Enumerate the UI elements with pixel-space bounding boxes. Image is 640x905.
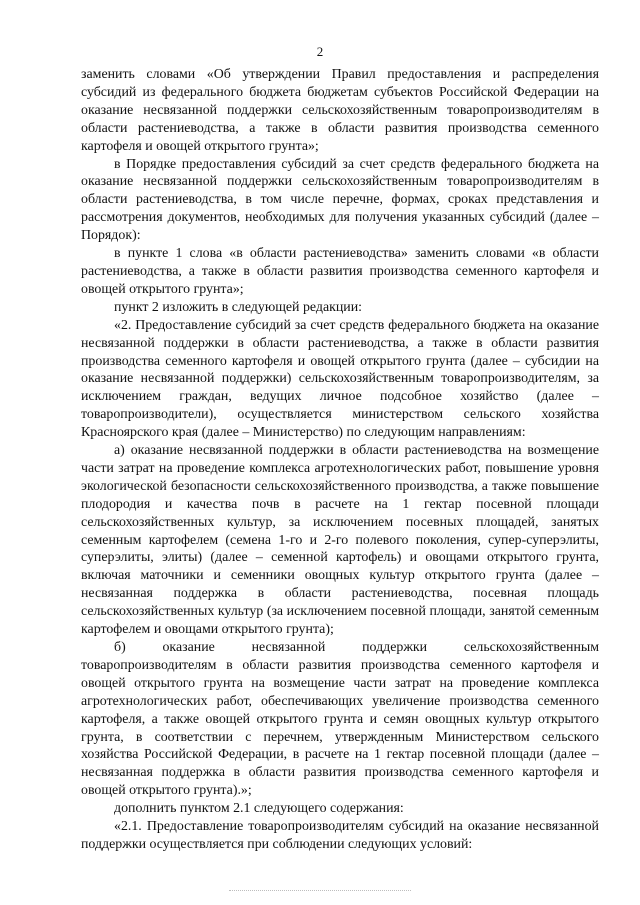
paragraph-subpoint-a: а) оказание несвязанной поддержки в области растениеводства на возмещение части затрат на проведение комплекса агротехнологических работ, повышение уровня экологической безопасности сельскохозяйственного производства, а также повышение плодородия и качества почв в расчете на 1 гектар посевной площади сельскохозяйственных культур, за исключением посевных площадей, занятых семенным картофелем (семена 1-го и 2-го полевого поколения, супер-суперэлиты, суперэлиты, элиты) (далее – семенной картофель) и овощами открытого грунта, включая маточники и семенники овощных культур открытого грунта (далее – несвязанная поддержка в области растениеводства, посевная площадь сельскохозяйственных культур (за исключением посевной площади, занятой семенным картофелем и овощами открытого грунта); bbox=[81, 443, 599, 638]
footer-divider bbox=[229, 890, 411, 891]
paragraph-replace-title: заменить словами «Об утверждении Правил предоставления и распределения субсидий из федерального бюджета бюджетам субъектов Российской Федерации на оказание несвязанной поддержки сельскохозяйственным товаропроизводителям в области растениеводства, а также в области развития производства семенного картофеля и овощей открытого грунта»; bbox=[81, 67, 599, 154]
paragraph-subpoint-b: б) оказание несвязанной поддержки сельскохозяйственным товаропроизводителям в области развития производства семенного картофеля и овощей открытого грунта на возмещение части затрат на проведение комплекса агротехнологических работ, обеспечивающих увеличение производства семенного картофеля, а также овощей открытого грунта и семян овощных культур открытого грунта, в соответствии с перечнем, утвержденным Министерством сельского хозяйства Российской Федерации, в расчете на 1 гектар посевной площади (далее – несвязанная поддержка в области развития производства семенного картофеля и овощей открытого грунта).»; bbox=[81, 640, 599, 799]
page-number: 2 bbox=[316, 44, 324, 59]
document-body bbox=[81, 66, 599, 854]
paragraph-point-1-amendment: в пункте 1 слова «в области растениеводства» заменить словами «в области растениеводства, а также в области развития производства семенного картофеля и овощей открытого грунта»; bbox=[81, 246, 599, 297]
paragraph-point-2-text: «2. Предоставление субсидий за счет средств федерального бюджета на оказание несвязанной поддержки в области растениеводства, а также в области развития производства семенного картофеля и овощей открытого грунта (далее – субсидии на оказание несвязанной поддержки) сельскохозяйственным товаропроизводителям, за исключением граждан, ведущих личное подсобное хозяйство (далее – товаропроизводители), осуществляется министерством сельского хозяйства Красноярского края (далее – Министерство) по следующим направлениям: bbox=[81, 317, 599, 441]
paragraph-point-2-1-intro: дополнить пунктом 2.1 следующего содержания: bbox=[114, 801, 404, 817]
paragraph-point-2-1-text: «2.1. Предоставление товаропроизводителям субсидий на оказание несвязанной поддержки осуществляется при соблюдении следующих условий: bbox=[81, 819, 599, 852]
paragraph-point-2-intro: пункт 2 изложить в следующей редакции: bbox=[114, 299, 363, 315]
paragraph-procedure-intro: в Порядке предоставления субсидий за счет средств федерального бюджета на оказание несвязанной поддержки сельскохозяйственным товаропроизводителям в области растениеводства, в том числе перечне, формах, сроках представления и рассмотрения документов, необходимых для получения указанных субсидий (далее – Порядок): bbox=[81, 156, 599, 244]
